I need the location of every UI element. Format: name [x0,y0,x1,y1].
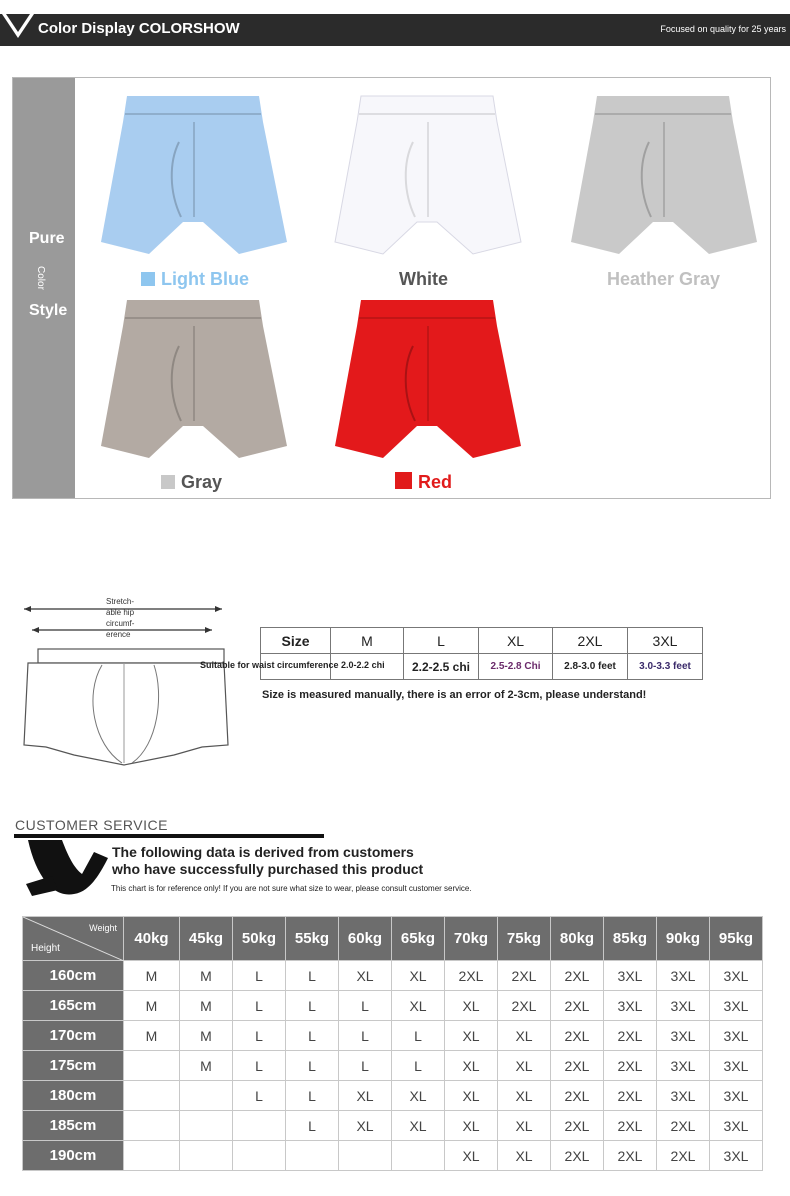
size-cell: XL [445,991,498,1021]
size-cell [233,1111,286,1141]
swatch-square-light-blue [141,272,155,286]
size-chart-row [23,1111,763,1141]
size-chart-header-row [23,917,763,961]
height-cell: 175cm [23,1051,124,1081]
size-cell: L [286,1051,339,1081]
product-white[interactable] [333,92,523,262]
waist-note: Suitable for waist circumference 2.0-2.2 chi [200,660,385,670]
size-cell: XL [498,1111,551,1141]
side-label-style: Style [29,302,68,319]
size-cell: L [286,961,339,991]
height-cell: 160cm [23,961,124,991]
size-cell: 2XL [498,991,551,1021]
weight-header: 60kg [339,917,392,961]
weight-header: 70kg [445,917,498,961]
size-cell: XL [445,1081,498,1111]
waist-2xl: 2.8-3.0 feet [553,654,628,680]
size-chart-row [23,1051,763,1081]
size-cell: XL [445,1141,498,1171]
size-cell: XL [392,991,445,1021]
size-xl: XL [479,628,553,654]
size-cell: L [233,961,286,991]
check-swoosh-icon [24,838,110,898]
size-cell: 3XL [710,1021,763,1051]
product-red[interactable] [333,296,523,466]
size-cell: 3XL [710,1081,763,1111]
size-cell: XL [392,961,445,991]
height-cell: 165cm [23,991,124,1021]
size-cell: XL [339,1111,392,1141]
weight-header: 45kg [180,917,233,961]
size-cell [180,1081,233,1111]
size-cell: 3XL [604,991,657,1021]
size-cell [339,1141,392,1171]
size-chart-table [22,916,763,1171]
weight-header: 50kg [233,917,286,961]
size-cell: 2XL [551,961,604,991]
size-cell: L [339,991,392,1021]
height-cell: 180cm [23,1081,124,1111]
size-cell [124,1111,180,1141]
banner-tagline: Focused on quality for 25 years [660,24,786,34]
size-cell: L [233,991,286,1021]
size-cell: L [233,1051,286,1081]
boxer-icon [333,92,523,262]
size-cell: 2XL [657,1111,710,1141]
customer-service-disclaimer: This chart is for reference only! If you are not sure what size to wear, please consult customer service. [111,884,472,893]
weight-header: 90kg [657,917,710,961]
boxer-icon [333,296,523,466]
height-cell: 170cm [23,1021,124,1051]
size-chart-row [23,991,763,1021]
size-cell [180,1141,233,1171]
size-cell: L [339,1051,392,1081]
size-cell: M [180,1021,233,1051]
size-cell: 3XL [657,1021,710,1051]
size-cell: 3XL [710,1141,763,1171]
size-cell [124,1051,180,1081]
size-cell: M [180,1051,233,1081]
size-cell [124,1141,180,1171]
color-label-white: White [399,269,448,289]
size-cell: L [286,1081,339,1111]
size-cell: L [339,1021,392,1051]
size-cell: XL [498,1051,551,1081]
size-cell: 3XL [710,1111,763,1141]
size-m: M [331,628,404,654]
weight-header: 55kg [286,917,339,961]
waist-3xl: 3.0-3.3 feet [628,654,703,680]
size-cell: XL [339,1081,392,1111]
size-2xl: 2XL [553,628,628,654]
size-cell: 2XL [604,1111,657,1141]
size-cell: L [286,1111,339,1141]
size-cell: 3XL [604,961,657,991]
side-label-pure: Pure [29,230,65,247]
waist-l: 2.2-2.5 chi [404,654,479,680]
size-cell: 3XL [657,961,710,991]
size-cell: 2XL [551,1051,604,1081]
size-cell: L [233,1081,286,1111]
size-cell: XL [445,1051,498,1081]
weight-header: 95kg [710,917,763,961]
size-chart-row [23,1021,763,1051]
size-cell: L [286,1021,339,1051]
size-cell [392,1141,445,1171]
size-cell [124,1081,180,1111]
size-note: Size is measured manually, there is an error of 2-3cm, please understand! [262,689,647,701]
customer-service-text: The following data is derived from customers who have successfully purchased this product [112,844,424,877]
size-cell: L [392,1051,445,1081]
size-cell: XL [445,1111,498,1141]
size-cell: XL [498,1081,551,1111]
boxer-icon [99,296,289,466]
size-cell: 2XL [498,961,551,991]
size-cell: M [124,1021,180,1051]
weight-header: 85kg [604,917,657,961]
weight-header: 40kg [124,917,180,961]
boxer-icon [99,92,289,262]
size-cell: XL [392,1081,445,1111]
size-cell: M [124,991,180,1021]
product-gray[interactable] [99,296,289,466]
size-cell: 3XL [657,1081,710,1111]
size-cell [180,1111,233,1141]
weight-header: 65kg [392,917,445,961]
side-label-color: Color [35,266,46,290]
size-cell: 2XL [551,1111,604,1141]
size-cell: L [233,1021,286,1051]
triangle-inner-icon [6,14,30,32]
size-table [260,627,703,680]
size-chart-row [23,1081,763,1111]
size-cell [233,1141,286,1171]
customer-service-title: CUSTOMER SERVICE [15,817,168,833]
boxer-icon [569,92,759,262]
size-cell: 2XL [604,1141,657,1171]
swatch-square-gray [161,475,175,489]
size-cell: L [286,991,339,1021]
size-cell: 3XL [657,1051,710,1081]
size-cell: XL [445,1021,498,1051]
swatch-square-red [395,472,412,489]
product-heather-gray[interactable] [569,92,759,262]
size-cell: M [180,991,233,1021]
product-light-blue[interactable] [99,92,289,262]
height-cell: 185cm [23,1111,124,1141]
size-cell: XL [339,961,392,991]
size-3xl: 3XL [628,628,703,654]
size-cell: 2XL [551,1141,604,1171]
size-chart-row [23,961,763,991]
size-chart-row [23,1141,763,1171]
waist-xl: 2.5-2.8 Chi [479,654,553,680]
color-label-light-blue: Light Blue [141,269,249,290]
size-cell: XL [392,1111,445,1141]
size-header-cell: Size [261,628,331,654]
size-cell: L [392,1021,445,1051]
header-banner [0,14,790,46]
size-cell: 2XL [551,1021,604,1051]
color-label-red: Red [395,472,452,493]
size-cell: 2XL [551,1081,604,1111]
hip-label: Stretch- able hip circumf- erence [106,597,135,639]
weight-header: 80kg [551,917,604,961]
weight-header: 75kg [498,917,551,961]
size-cell: M [180,961,233,991]
size-cell: 2XL [604,1021,657,1051]
size-cell: 3XL [710,991,763,1021]
height-cell: 190cm [23,1141,124,1171]
color-display-panel [12,77,771,499]
corner-height: Height [31,943,60,954]
banner-title: Color Display COLORSHOW [38,20,240,37]
size-cell: 2XL [657,1141,710,1171]
side-bar [13,78,75,498]
size-l: L [404,628,479,654]
color-label-gray: Gray [161,472,222,493]
size-cell: M [124,961,180,991]
size-cell: 3XL [710,961,763,991]
size-guide-section [0,595,790,775]
size-cell: XL [498,1021,551,1051]
size-cell: 3XL [657,991,710,1021]
size-cell [286,1141,339,1171]
size-cell: 3XL [710,1051,763,1081]
size-cell: 2XL [604,1051,657,1081]
size-cell: 2XL [604,1081,657,1111]
size-cell: XL [498,1141,551,1171]
color-label-heather-gray: Heather Gray [607,269,721,289]
size-cell: 2XL [551,991,604,1021]
size-cell: 2XL [445,961,498,991]
corner-weight: Weight [89,923,117,933]
corner-cell [23,917,124,961]
